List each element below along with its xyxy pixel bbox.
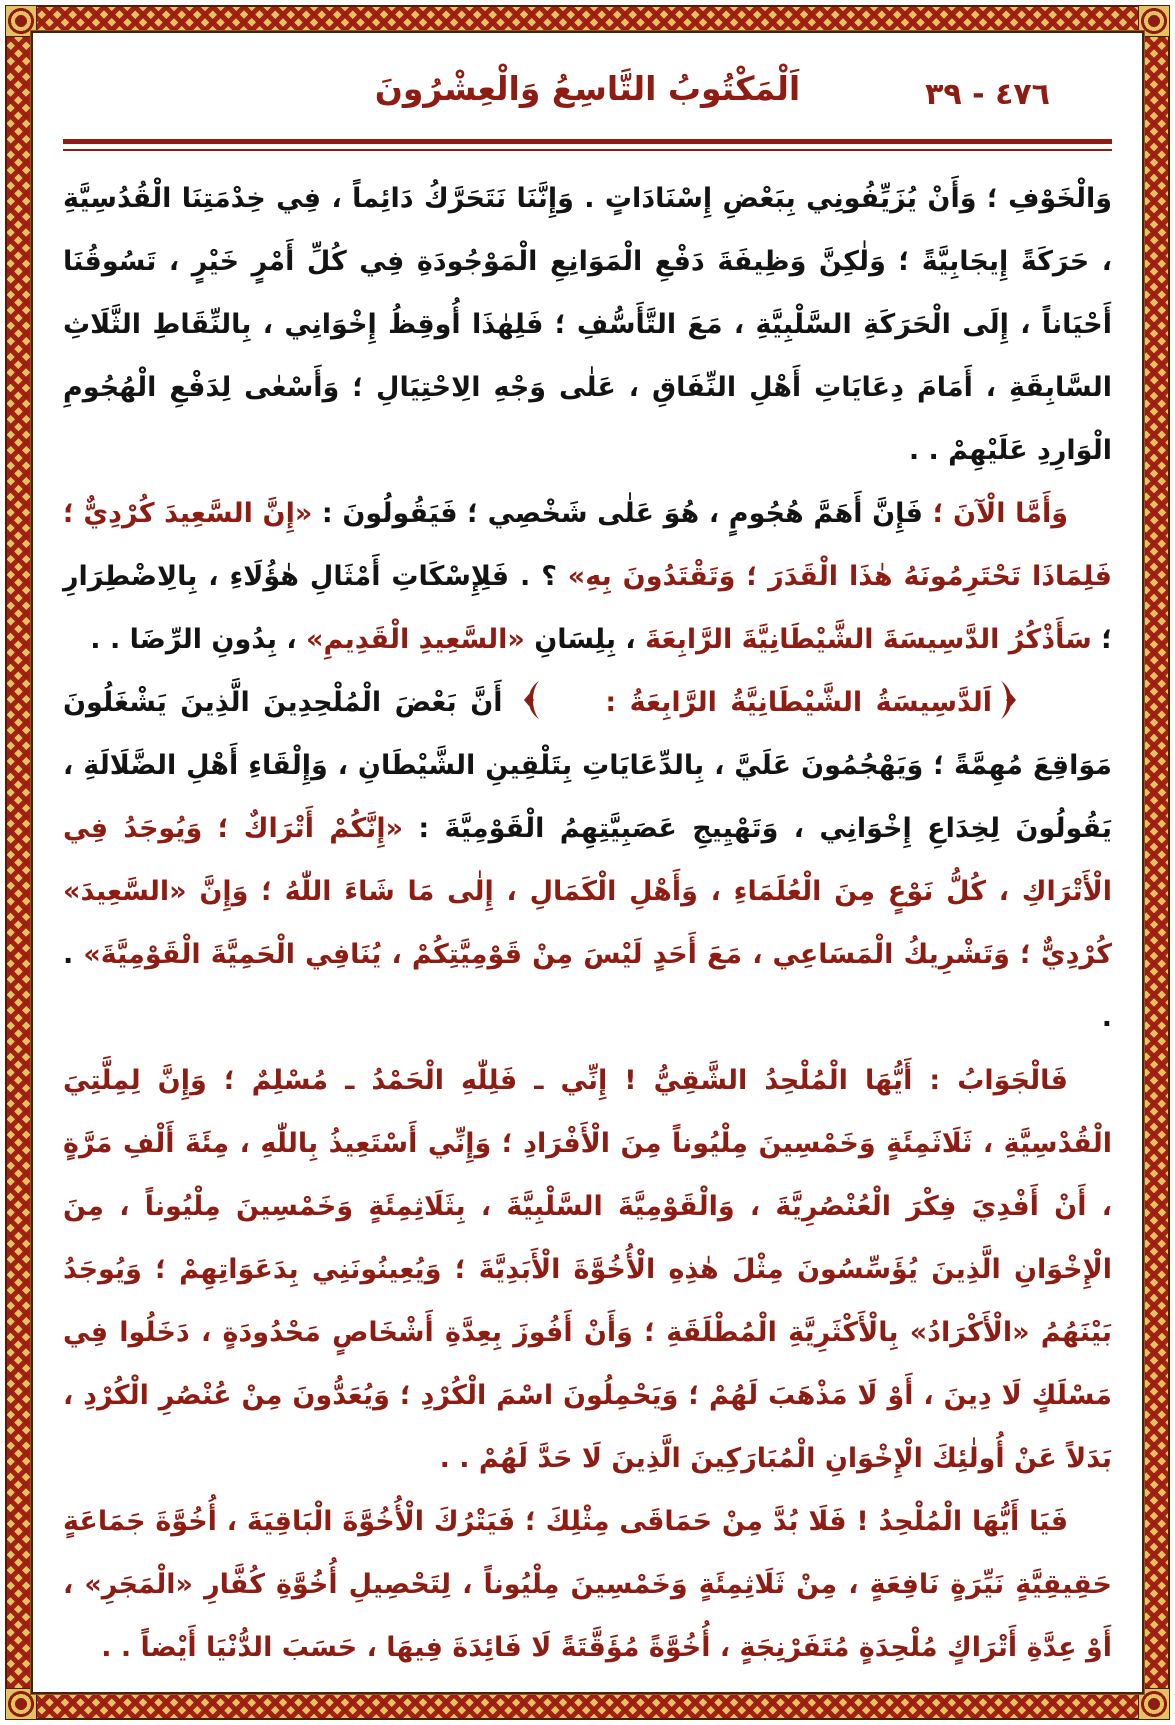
text-segment: «إِنَّ السَّعِيدَ كُرْدِيٌّ ؛ فَلِمَاذَا تَحْتَرِمُونَهُ هٰذَا الْقَدَرَ ؛ وَتَقْتَدُونَ بِهِ» xyxy=(63,498,1112,592)
text-segment: فَالْجَوَابُ : أَيُّهَا الْمُلْحِدُ الشَّقِيُّ ! إِنِّي ـ فَلِلّٰهِ الْحَمْدُ ـ مُسْلِمٌ ؛ وَإِنَّ لِمِلَّتِيَ الْقُدْسِيَّةِ ، ثَلَاثَمِئَةٍ وَخَمْسِينَ مِلْيُوناً مِنَ الْأَفْرَادِ ؛ وَإِنِّي أَسْتَعِيذُ بِاللّٰهِ ، مِئَةَ أَلْفِ مَرَّةٍ ، أَنْ أَفْدِيَ فِكْرَ الْعُنْصُرِيَّةَ ، وَالْقَوْمِيَّةَ السَّلْبِيَّةَ ، بِثَلَاثِمِئَةٍ وَخَمْسِينَ مِلْيُوناً ، مِنَ الْإِخْوَانِ الَّذِينَ يُؤَسِّسُونَ مِثْلَ هٰذِهِ الْأُخُوَّةَ الْأَبَدِيَّةَ ؛ وَيُعِينُونَنِي بِدَعَوَاتِهِمْ ؛ وَيُوجَدُ بَيْنَهُمُ «الْأَكْرَادُ» بِالْأَكْثَرِيَّةِ الْمُطْلَقَةِ ؛ وَأَنْ أَفُوزَ بِعِدَّةِ أَشْخَاصٍ مَحْدُودَةٍ ، دَخَلُوا فِي مَسْلَكٍ لَا دِينَ ، أَوْ لَا مَذْهَبَ لَهُمْ ؛ وَيَحْمِلُونَ اسْمَ الْكُرْدِ ؛ وَيُعَدُّونَ مِنْ عُنْصُرِ الْكُرْدِ ، بَدَلاً عَنْ أُولٰئِكَ الْإِخْوَانِ الْمُبَارَكِينَ الَّذِينَ لَا حَدَّ لَهُمْ . . xyxy=(63,1065,1112,1474)
paragraph-1 xyxy=(63,167,1112,482)
text-segment: أَنَّ بَعْضَ الْمُلْحِدِينَ الَّذِينَ يَشْغَلُونَ مَوَاقِعَ مُهِمَّةً ؛ وَيَهْجُمُونَ عَلَيَّ ، بِالدِّعَايَاتِ بِتَلْقِينِ الشَّيْطَانِ ، وَإِلْقَاءِ أَهْلِ الضَّلَالَةِ ، يَقُولُونَ لِخِدَاعِ إِخْوَانِي ، وَتَهْيِيجِ عَصَبِيَّتِهِمُ الْقَوْمِيَّةَ : xyxy=(63,687,1112,844)
text-segment: ، بِلِسَانِ xyxy=(524,624,646,655)
page-header xyxy=(63,69,1112,131)
text-segment: اَلدَّسِيسَةُ الشَّيْطَانِيَّةُ الرَّابِعَةُ : xyxy=(591,687,992,718)
paragraph-3 xyxy=(63,671,1112,1049)
text-segment: فَإِنَّ أَهَمَّ هُجُومٍ ، هُوَ عَلٰى شَخْصِي ؛ فَيَقُولُونَ : xyxy=(312,498,923,529)
text-segment: . . xyxy=(63,939,1112,1033)
text-segment: ، بِدُونِ الرِّضَا . . xyxy=(90,624,307,655)
text-segment: ؟ . فَلِإِسْكَاتِ أَمْثَالِ هٰؤُلَاءِ ، بِالِاضْطِرَارِ ؛ xyxy=(63,561,1112,655)
page-title: اَلْمَكْتُوبُ التَّاسِعُ وَالْعِشْرُونَ xyxy=(374,69,801,108)
header-divider-rule xyxy=(63,139,1112,151)
text-segment: سَأَذْكُرُ الدَّسِيسَةَ الشَّيْطَانِيَّةَ الرَّابِعَةَ xyxy=(645,624,1092,655)
page-content xyxy=(33,33,1142,1692)
page-inner-area xyxy=(31,31,1144,1694)
paragraph-2 xyxy=(63,482,1112,671)
text-segment: «السَّعِيدِ الْقَدِيمِ» xyxy=(306,624,525,655)
document-body xyxy=(63,167,1112,1679)
page-number: ٤٧٦ - ٣٩ xyxy=(925,77,1050,112)
ornate-bracket-icon xyxy=(516,671,592,734)
ornate-bracket-icon xyxy=(992,671,1068,734)
ornamental-border xyxy=(5,5,1170,1720)
text-segment: فَيَا أَيُّهَا الْمُلْحِدُ ! فَلَا بُدَّ مِنْ حَمَاقَى مِثْلِكَ ؛ فَيَتْرُكَ الْأُخُوَّةَ الْبَاقِيَةَ ، أُخُوَّةَ جَمَاعَةٍ حَقِيقِيَّةٍ نَيِّرَةٍ نَافِعَةٍ ، مِنْ ثَلَاثِمِئَةٍ وَخَمْسِينَ مِلْيُوناً ، لِتَحْصِيلِ أُخُوَّةِ كُفَّارِ «الْمَجَرِ» ، أَوْ عِدَّةِ أَتْرَاكٍ مُلْحِدَةٍ مُتَفَرْنِجَةٍ ، أُخُوَّةً مُؤَقَّتَةً لَا فَائِدَةَ فِيهَا ، حَسَبَ الدُّنْيَا أَيْضاً . . xyxy=(63,1506,1112,1663)
text-segment: وَأَمَّا الْآنَ ؛ xyxy=(922,498,1068,529)
text-segment: وَالْخَوْفِ ؛ وَأَنْ يُزَيِّفُونِي بِبَعْضِ إِسْنَادَاتٍ . وَإِنَّنَا نَتَحَرَّكُ دَائِماً ، فِي خِدْمَتِنَا الْقُدُسِيَّةِ ، حَرَكَةً إِيجَابِيَّةً ؛ وَلٰكِنَّ وَظِيفَةَ دَفْعِ الْمَوَانِعِ الْمَوْجُودَةِ فِي كُلِّ أَمْرٍ خَيْرٍ ، تَسُوقُنَا أَحْيَاناً ، إِلَى الْحَرَكَةِ السَّلْبِيَّةِ ، مَعَ التَّأَسُّفِ ؛ فَلِهٰذَا أُوقِظُ إِخْوَانِي ، بِالنِّقَاطِ الثَّلَاثِ السَّابِقَةِ ، أَمَامَ دِعَايَاتِ أَهْلِ النِّفَاقِ ، عَلٰى وَجْهِ الِاحْتِيَالِ ؛ وَأَسْعٰى لِدَفْعِ الْهُجُومِ الْوَارِدِ عَلَيْهِمْ . . xyxy=(63,183,1112,466)
text-segment: «إِنَّكُمْ أَتْرَاكٌ ؛ وَيُوجَدُ فِي الْأَتْرَاكِ ، كُلُّ نَوْعٍ مِنَ الْعُلَمَاءِ ، وَأَهْلِ الْكَمَالِ ، إِلٰى مَا شَاءَ اللّٰهُ ؛ وَإِنَّ «السَّعِيدَ» كُرْدِيٌّ ؛ وَتَشْرِيكُ الْمَسَاعِي ، مَعَ أَحَدٍ لَيْسَ مِنْ قَوْمِيَّتِكُمْ ، يُنَافِي الْحَمِيَّةَ الْقَوْمِيَّةَ» xyxy=(63,813,1112,970)
paragraph-4 xyxy=(63,1049,1112,1490)
paragraph-5 xyxy=(63,1490,1112,1679)
